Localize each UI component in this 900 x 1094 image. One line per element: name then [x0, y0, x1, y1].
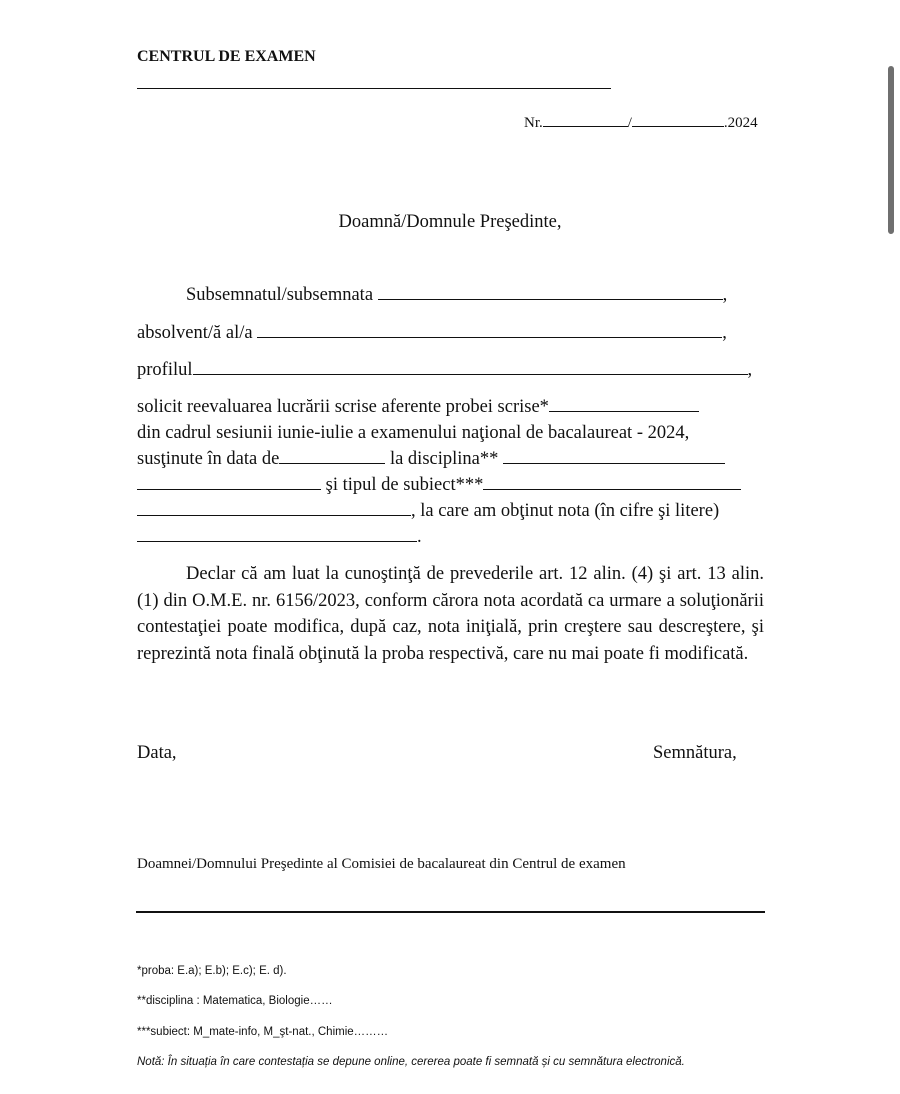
subject-type-blank: [483, 475, 741, 490]
period: .: [417, 527, 422, 547]
form-line-request: [137, 397, 699, 418]
grade-blank: [137, 527, 417, 542]
form-line-grade-value: [137, 527, 422, 548]
comma: ,: [747, 360, 753, 380]
request-text: solicit reevaluarea lucrării scrise aferente probei scrise*: [137, 397, 549, 417]
form-line-session: din cadrul sesiunii iunie-iulie a examenului naţional de bacalaureat - 2024,: [137, 423, 690, 443]
name-label: Subsemnatul/subsemnata: [186, 285, 374, 305]
form-line-date-discipline: [137, 449, 725, 470]
comma: ,: [722, 285, 728, 305]
discipline-blank-cont: [137, 475, 321, 490]
declaration-paragraph: Declar că am luat la cunoştinţă de prevederile art. 12 alin. (4) şi art. 13 alin. (1) din O.M.E. nr. 6156/2023, conform cărora nota acordată ca urmare a soluţionării contestaţiei poate modifica, după caz, nota iniţială, prin creştere sau descreştere, şi reprezintă nota finală obţinută la proba respectivă, care nu mai poate fi modificată.: [137, 564, 764, 664]
name-blank: [378, 285, 723, 300]
addressee-rule: [136, 911, 765, 913]
vertical-scrollbar[interactable]: [888, 66, 894, 234]
grade-text: , la care am obţinut nota (în cifre şi litere): [411, 501, 720, 521]
proba-blank: [549, 397, 699, 412]
date-label: Data,: [137, 743, 177, 763]
footnote-note: Notă: În situația în care contestația se depune online, cererea poate fi semnată și cu semnătura electronică.: [137, 1056, 685, 1068]
registration-number: [524, 112, 758, 132]
discipline-label: la disciplina**: [389, 449, 499, 469]
form-line-name: [186, 285, 727, 306]
nr-prefix: Nr.: [524, 115, 543, 131]
form-line-subject-type: [137, 475, 741, 496]
subject-type-label: şi tipul de subiect***: [325, 475, 484, 495]
nr-year: .2024: [723, 115, 758, 131]
discipline-blank: [503, 449, 725, 464]
form-line-grade: [137, 501, 719, 522]
date-blank: [279, 449, 385, 464]
footnote-subject: ***subiect: M_mate-info, M_şt-nat., Chimie………: [137, 1026, 389, 1038]
signature-label: Semnătura,: [653, 743, 737, 763]
addressee-line: Doamnei/Domnului Preşedinte al Comisiei de bacalaureat din Centrul de examen: [137, 856, 626, 872]
form-line-graduate: [137, 323, 727, 344]
nr-blank-2: [632, 112, 724, 127]
form-line-profile: [137, 360, 752, 381]
footnote-discipline: **disciplina : Matematica, Biologie……: [137, 995, 333, 1007]
profile-blank: [193, 360, 748, 375]
profile-label: profilul: [137, 360, 193, 380]
nr-separator: /: [627, 115, 632, 131]
footnote-proba: *proba: E.a); E.b); E.c); E. d).: [137, 965, 287, 977]
graduate-label: absolvent/ă al/a: [137, 323, 253, 343]
salutation: Doamnă/Domnule Preşedinte,: [338, 212, 562, 232]
subject-blank-cont: [137, 501, 411, 516]
centre-title: CENTRUL DE EXAMEN: [137, 48, 316, 65]
comma: ,: [722, 323, 727, 343]
centre-name-line: [137, 88, 611, 89]
graduate-blank: [257, 323, 722, 338]
nr-blank-1: [543, 112, 628, 127]
date-prefix: susţinute în data de: [137, 449, 280, 469]
